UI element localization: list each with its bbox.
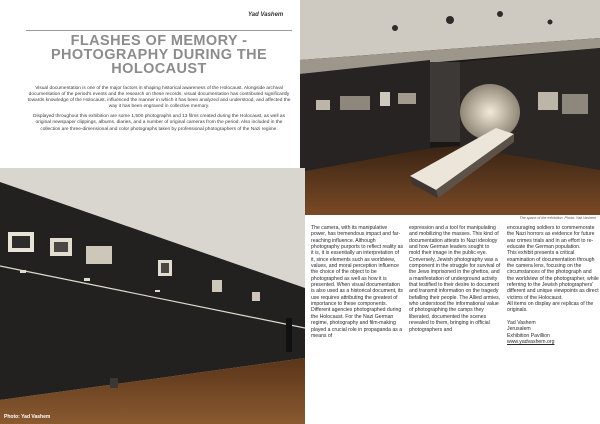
- signature-city: Jerusalem: [507, 326, 531, 333]
- column-3-paragraph-2: This exhibit presents a critical examination of documentation through the camera lens, focusing on the circumstances of the photograph and the worldview of the photographer, while referring to the Jewish photographers' different and unique viewpoints as direct victims of the Holocaust.: [507, 250, 599, 301]
- intro-paragraph-1: Visual documentation is one of the major factors in shaping historical awareness of the Holocaust. Alongside archival documentation of the period's events and the research on these records, visual documentation has contributed significantly towards knowledge of the Holocaust, influenced the manner in which it has been analyzed and understood, and affected the way it has been engraved in collective memory.: [27, 86, 291, 110]
- brand-label: Yad Vashem: [248, 12, 284, 18]
- title-line-3: HOLOCAUST: [111, 61, 207, 77]
- hall-photo-caption: The space of the exhibition. Photo: Yad Vashem: [519, 216, 596, 220]
- title-divider: [26, 30, 292, 31]
- column-3-paragraph-3: All items on display are replicas of the originals.: [507, 301, 594, 314]
- title-line-1: FLASHES OF MEMORY -: [70, 33, 248, 49]
- article-columns: [311, 225, 599, 421]
- photo-credit: Photo: Yad Vashem: [4, 414, 51, 420]
- intro-paragraph-2: Displayed throughout this exhibition are some 1,500 photographs and 13 films created during the Holocaust, as well as original newspaper clippings, albums, diaries, and a number of original cameras from the period. Also included in the collection are three-dimensional and color photographs taken by professional photographers of the Nazi regime.: [33, 114, 285, 132]
- intro-text: [26, 86, 292, 137]
- column-3-paragraph-1: encouraging soldiers to commemorate the Nazi horrors as evidence for future war crimes trials and in an effort to re-educate the German population.: [507, 225, 595, 251]
- article-column-1: [311, 225, 403, 421]
- page-title: [26, 34, 292, 76]
- column-2-text: expression and a tool for manipulating and mobilizing the masses. This kind of documentation attests to Nazi ideology and how German leaders sought to mold their image in the public eye. Conversely, Jewish photography was a component in the struggle for survival of the Jews imprisoned in the ghettos, and a manifestation of underground activity that testified to their desire to document and transmit information on the tragedy befalling their people. The Allied armies, who understood the informational value of photographing the camps they liberated, documented the scenes revealed to them, bringing in official photographers and: [409, 225, 501, 333]
- signature-block: [507, 320, 599, 345]
- article-column-2: [409, 225, 501, 421]
- column-1-text: The camera, with its manipulative power, has tremendous impact and far-reaching influence. Although photography purports to reflect reality as it is, it is essentially an interpretation of it, since elements such as worldview, values, and moral perception influence the choice of the object to be photographed as well as how it is presented. When visual documentation is also used as a historical document, its use requires attributing the greatest of importance to these components. Different agencies photographed during the Holocaust. For the Nazi German regime, photography and film-making played a crucial role in propaganda as a means of: [311, 225, 404, 339]
- signature-name: Yad Vashem: [507, 319, 536, 326]
- article-column-3: [507, 225, 599, 421]
- website-link[interactable]: www.yadvashem.org: [507, 338, 555, 345]
- signature-venue: Exhibition Pavillion: [507, 332, 550, 339]
- title-line-2: PHOTOGRAPHY DURING THE: [50, 47, 268, 63]
- exhibition-hall-photo: [300, 0, 600, 215]
- gallery-wall-photo: [0, 168, 305, 424]
